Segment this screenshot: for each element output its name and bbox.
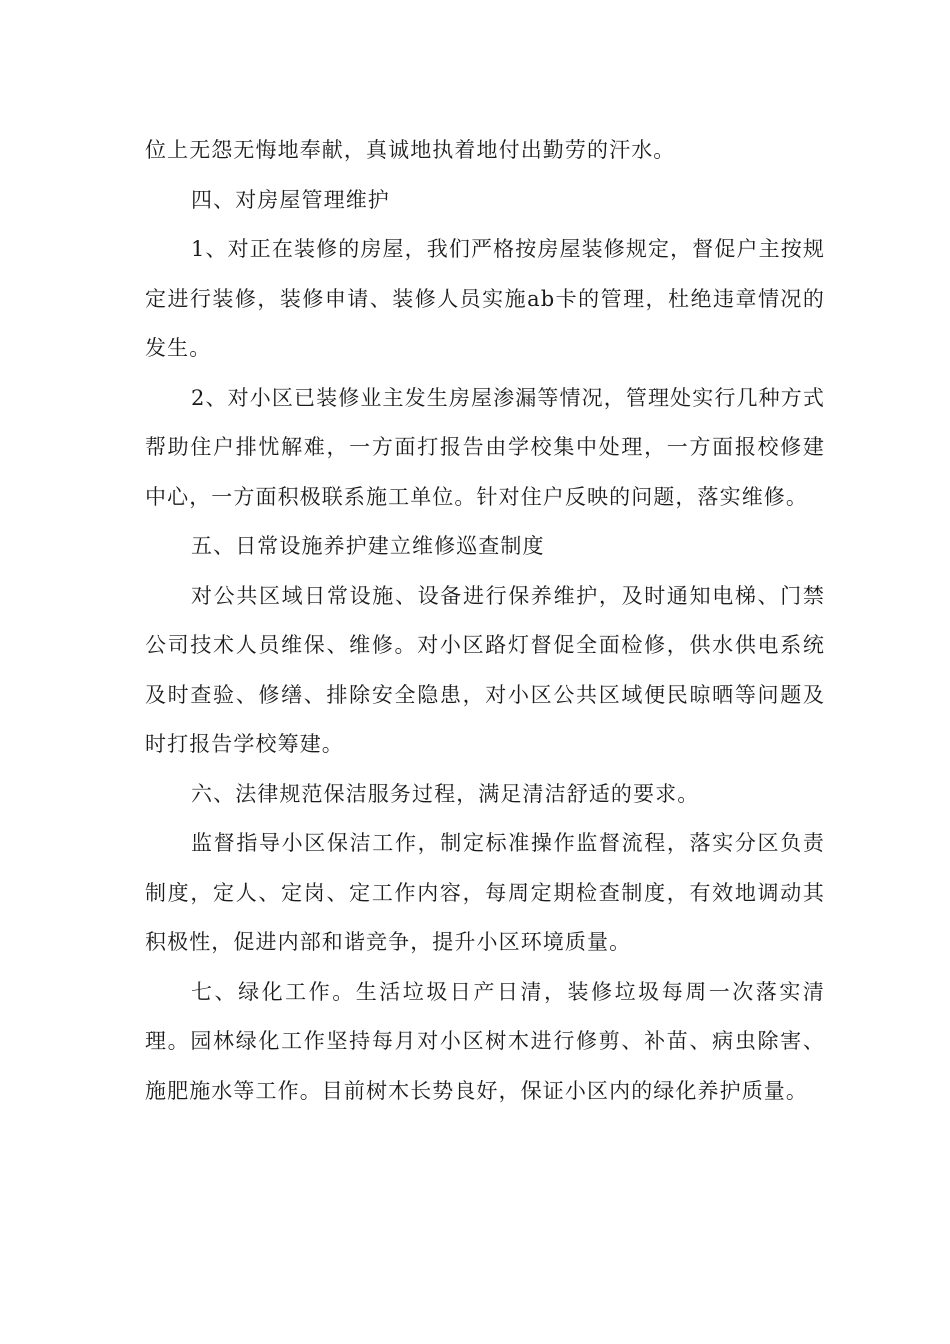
paragraph-greening-work: 七、绿化工作。生活垃圾日产日清，装修垃圾每周一次落实清理。园林绿化工作坚持每月对小区树木进行修剪、补苗、病虫除害、施肥施水等工作。目前树木长势良好，保证小区内的绿化养护质量。	[145, 979, 825, 1103]
paragraph-leak-handling: 2、对小区已装修业主发生房屋渗漏等情况，管理处实行几种方式帮助住户排忧解难，一方面打报告由学校集中处理，一方面报校修建中心，一方面积极联系施工单位。针对住户反映的问题，落实维修。	[145, 385, 825, 509]
paragraph-renovation-rules: 1、对正在装修的房屋，我们严格按房屋装修规定，督促户主按规定进行装修，装修申请、装修人员实施ab卡的管理，杜绝违章情况的发生。	[145, 237, 825, 360]
paragraph-continuation: 位上无怨无悔地奉献，真诚地执着地付出勤劳的汗水。	[145, 138, 676, 162]
paragraph-cleaning-supervision: 监督指导小区保洁工作，制定标准操作监督流程，落实分区负责制度，定人、定岗、定工作内容，每周定期检查制度，有效地调动其积极性，促进内部和谐竞争，提升小区环境质量。	[145, 831, 825, 954]
paragraph-facility-maintenance: 对公共区域日常设施、设备进行保养维护，及时通知电梯、门禁公司技术人员维保、维修。对小区路灯督促全面检修，供水供电系统及时查验、修缮、排除安全隐患，对小区公共区域便民晾晒等问题及时打报告学校筹建。	[145, 583, 825, 756]
document-body	[145, 126, 825, 1116]
section-heading-housing-maintenance: 四、对房屋管理维护	[191, 187, 390, 212]
section-heading-cleaning-service: 六、法律规范保洁服务过程，满足清洁舒适的要求。	[191, 781, 700, 806]
section-heading-facility-inspection: 五、日常设施养护建立维修巡查制度	[191, 534, 545, 558]
